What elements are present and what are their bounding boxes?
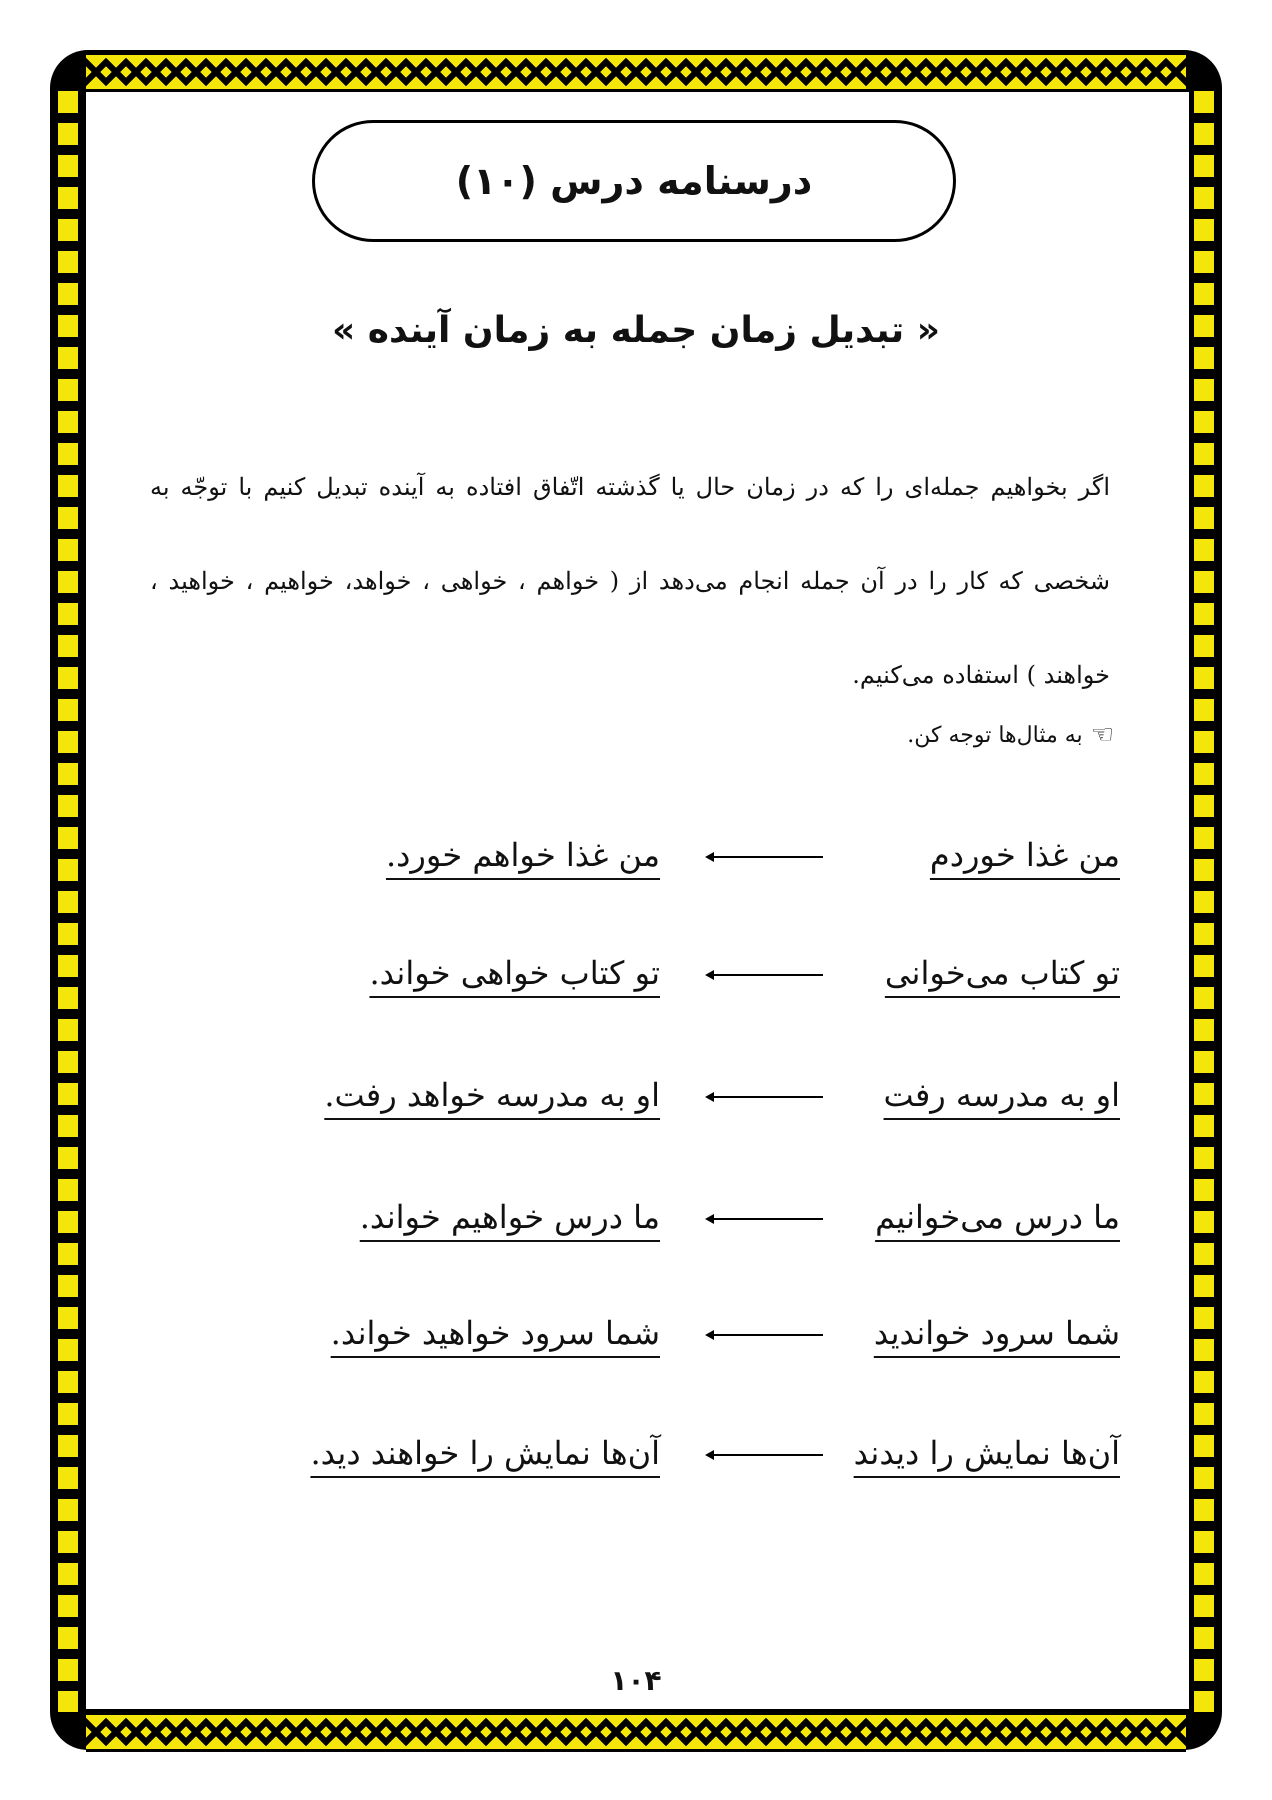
border-right-strip <box>1189 86 1219 1712</box>
example-source: شما سرود خواندید <box>873 1314 1120 1352</box>
example-source: او به مدرسه رفت <box>883 1076 1120 1114</box>
pointing-hand-icon: ☜ <box>1090 720 1114 750</box>
topic-heading: « تبدیل زمان جمله به زمان آینده » <box>332 310 940 351</box>
left-arrow-icon <box>705 1212 823 1226</box>
examples-hint-text: به مثال‌ها توجه کن. <box>907 722 1083 748</box>
example-future: ما درس خواهیم خواند. <box>359 1198 660 1236</box>
lesson-title-box <box>312 120 956 242</box>
example-future: شما سرود خواهید خواند. <box>330 1314 660 1352</box>
example-future: آن‌ها نمایش را خواهند دید. <box>310 1434 660 1472</box>
example-source: ما درس می‌خوانیم <box>875 1198 1120 1236</box>
left-arrow-icon <box>705 1448 823 1462</box>
left-arrow-icon <box>705 1090 823 1104</box>
border-top-strip <box>86 52 1186 92</box>
left-arrow-icon <box>705 968 823 982</box>
example-source: من غذا خوردم <box>929 836 1120 874</box>
example-future: تو کتاب خواهی خواند. <box>369 954 660 992</box>
example-row <box>300 1410 1120 1480</box>
example-future: او به مدرسه خواهد رفت. <box>324 1076 660 1114</box>
example-source: آن‌ها نمایش را دیدند <box>853 1434 1120 1472</box>
explanation-paragraph: اگر بخواهیم جمله‌ای را که در زمان حال یا گذشته اتّفاق افتاده به آینده تبدیل کنیم با توجّه به شخصی که کار را در آن جمله انجام می‌دهد از ( خواهم ، خواهی ، خواهد، خواهیم ، خواهید ، خواهند ) استفاده می‌کنیم. <box>150 473 1110 689</box>
example-row <box>300 812 1120 882</box>
example-row <box>300 1290 1120 1360</box>
border-bottom-strip <box>86 1712 1186 1752</box>
example-row <box>300 930 1120 1000</box>
lesson-title: درسنامه درس (۱۰) <box>455 159 813 203</box>
example-source: تو کتاب می‌خوانی <box>884 954 1120 992</box>
border-left-strip <box>53 86 83 1712</box>
page-number: ۱۰۴ <box>610 1664 662 1697</box>
examples-hint <box>907 720 1114 750</box>
example-row <box>300 1052 1120 1122</box>
left-arrow-icon <box>705 1328 823 1342</box>
left-arrow-icon <box>705 850 823 864</box>
example-row <box>300 1174 1120 1244</box>
example-future: من غذا خواهم خورد. <box>386 836 660 874</box>
